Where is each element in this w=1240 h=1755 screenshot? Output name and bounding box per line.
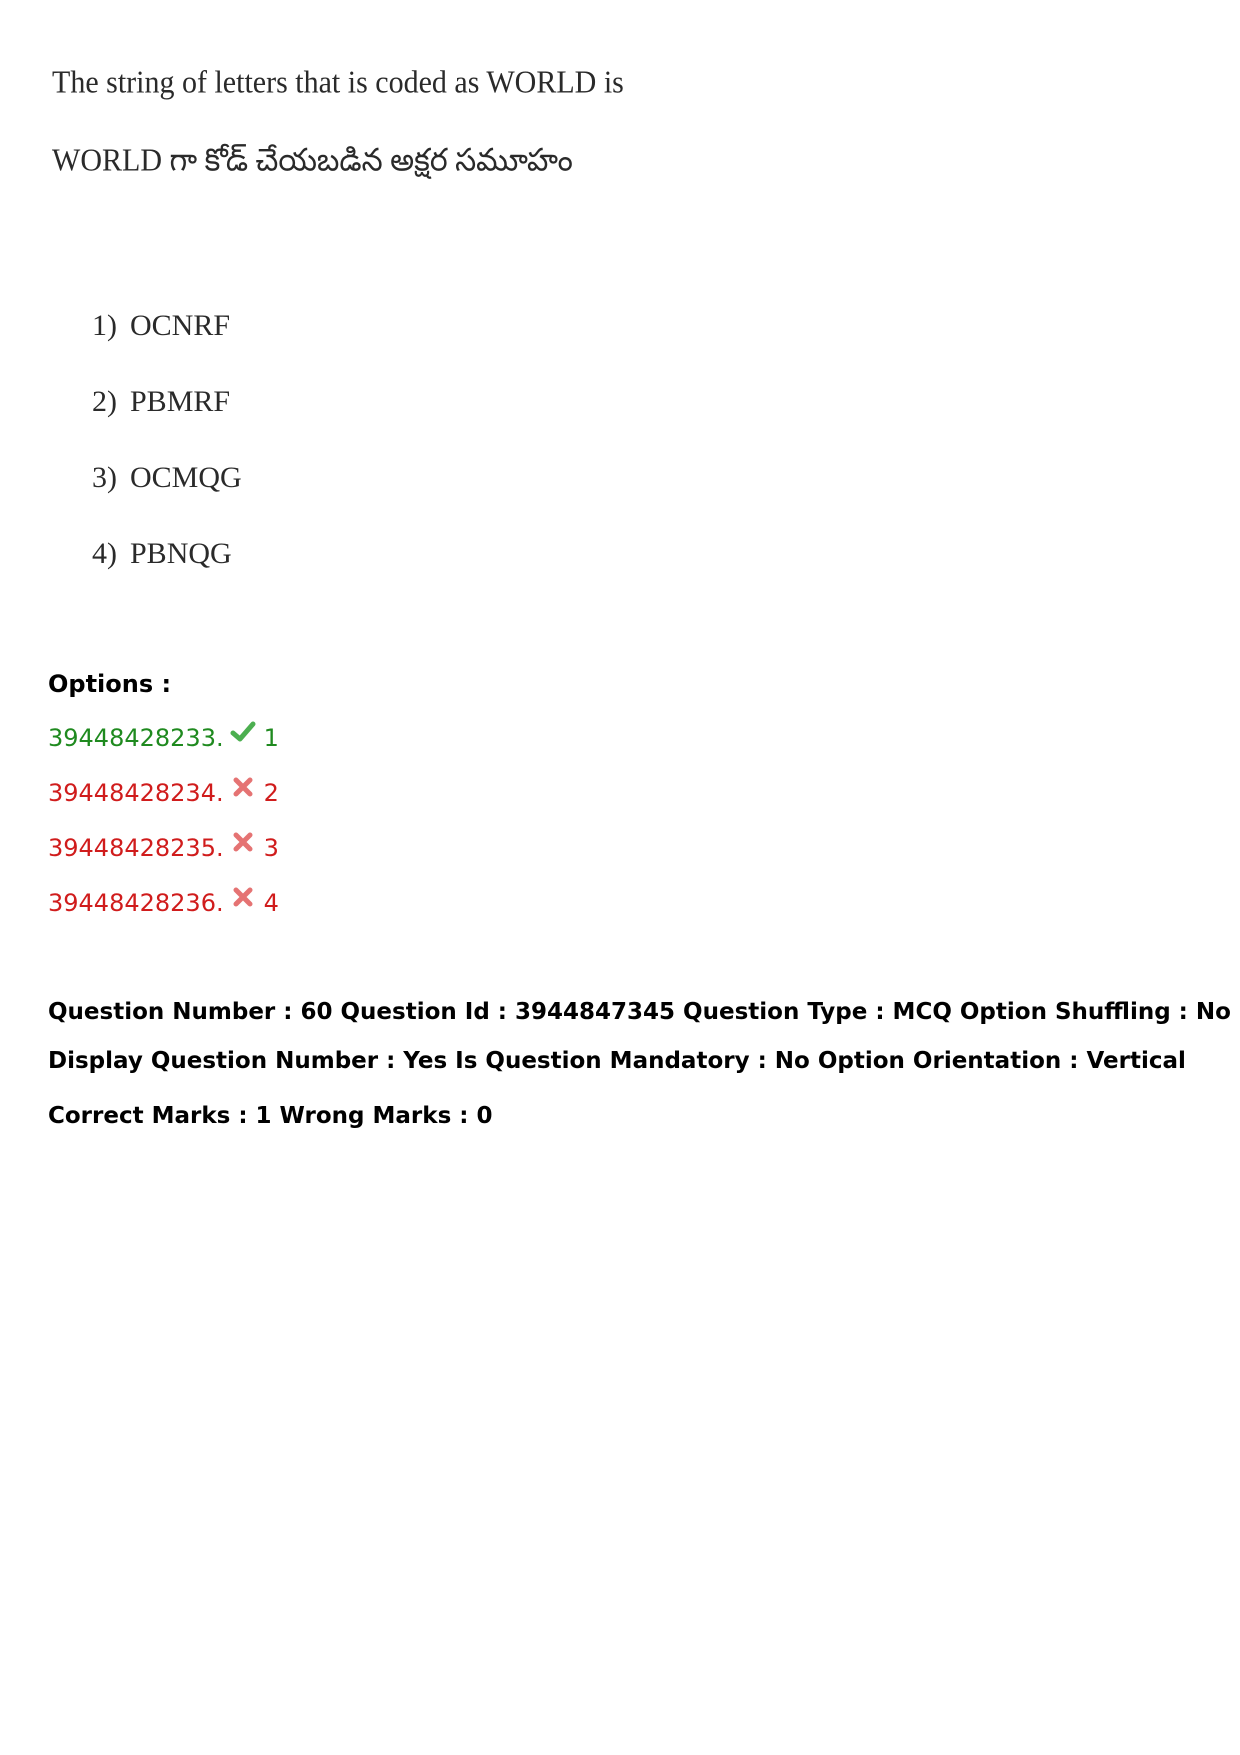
metadata-line: Correct Marks : 1 Wrong Marks : 0	[48, 1103, 493, 1129]
option-id: 39448428233.	[48, 724, 224, 752]
option-value: 3	[263, 834, 279, 862]
question-choice	[92, 534, 242, 574]
choice-number: 1)	[92, 309, 117, 342]
option-value: 4	[263, 889, 279, 917]
choice-text: OCNRF	[130, 309, 231, 342]
option-value: 2	[263, 779, 279, 807]
choice-text: PBMRF	[130, 385, 231, 418]
answer-option-wrong	[48, 777, 279, 809]
option-value: 1	[263, 724, 279, 752]
check-icon	[230, 719, 256, 745]
question-choice	[92, 458, 242, 498]
metadata-line: Question Number : 60 Question Id : 3944847345 Question Type : MCQ Option Shuffling : No	[48, 999, 1231, 1025]
option-id: 39448428234.	[48, 779, 224, 807]
cross-icon	[230, 884, 256, 910]
cross-icon	[230, 774, 256, 800]
cross-icon	[230, 829, 256, 855]
choice-text: PBNQG	[130, 537, 232, 570]
question-image	[52, 56, 752, 570]
question-choice	[92, 382, 242, 422]
choice-number: 3)	[92, 461, 117, 494]
option-id: 39448428235.	[48, 834, 224, 862]
question-choice-list	[92, 306, 242, 610]
option-id: 39448428236.	[48, 889, 224, 917]
answer-options-list	[48, 722, 279, 942]
question-choice	[92, 306, 242, 346]
question-metadata	[48, 996, 1231, 1132]
choice-number: 4)	[92, 537, 117, 570]
choice-text: OCMQG	[130, 461, 242, 494]
question-stem-english: The string of letters that is coded as WORLD is	[52, 65, 624, 100]
choice-number: 2)	[92, 385, 117, 418]
metadata-line: Display Question Number : Yes Is Question Mandatory : No Option Orientation : Vertical	[48, 1048, 1186, 1074]
options-heading: Options :	[48, 670, 172, 698]
answer-option-correct	[48, 722, 279, 754]
question-stem-telugu: WORLD గా కోడ్ చేయబడిన అక్షర సమూహం	[52, 143, 573, 178]
answer-option-wrong	[48, 832, 279, 864]
answer-option-wrong	[48, 887, 279, 919]
